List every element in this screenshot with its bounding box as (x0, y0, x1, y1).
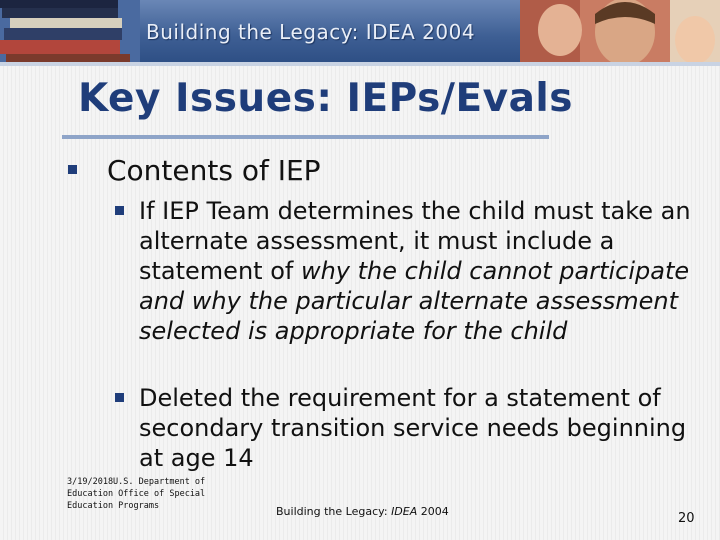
bullet-marker-icon (115, 393, 124, 405)
books-image (0, 0, 140, 66)
bullet-level2-alternate-assessment (139, 196, 699, 346)
page-number: 20 (678, 511, 695, 526)
bullet-level1: Contents of IEP (107, 154, 321, 187)
footer-title: Building the Legacy: IDEA 2004 (276, 505, 449, 518)
header-banner (0, 0, 720, 66)
bullet-text-normal: If IEP Team determines the child must take an alternate assessment, it must include a statement of (139, 197, 691, 285)
footer-date-organization: 3/19/2018U.S. Department of Education Office of Special Education Programs (67, 477, 206, 511)
bullet-marker-icon (68, 165, 77, 177)
slide-title: Key Issues: IEPs/Evals (78, 76, 573, 121)
banner-title: Building the Legacy: IDEA 2004 (146, 20, 476, 44)
children-photo (520, 0, 720, 66)
bullet-level2-transition: Deleted the requirement for a statement of secondary transition service needs beginning at age 14 (139, 384, 687, 472)
banner-divider (0, 62, 720, 66)
title-underline (62, 135, 549, 139)
bullet-marker-icon (115, 206, 124, 218)
bullet-text-italic: why the child cannot participate and why the particular alternate assessment selected is appropriate for the child (139, 257, 690, 345)
